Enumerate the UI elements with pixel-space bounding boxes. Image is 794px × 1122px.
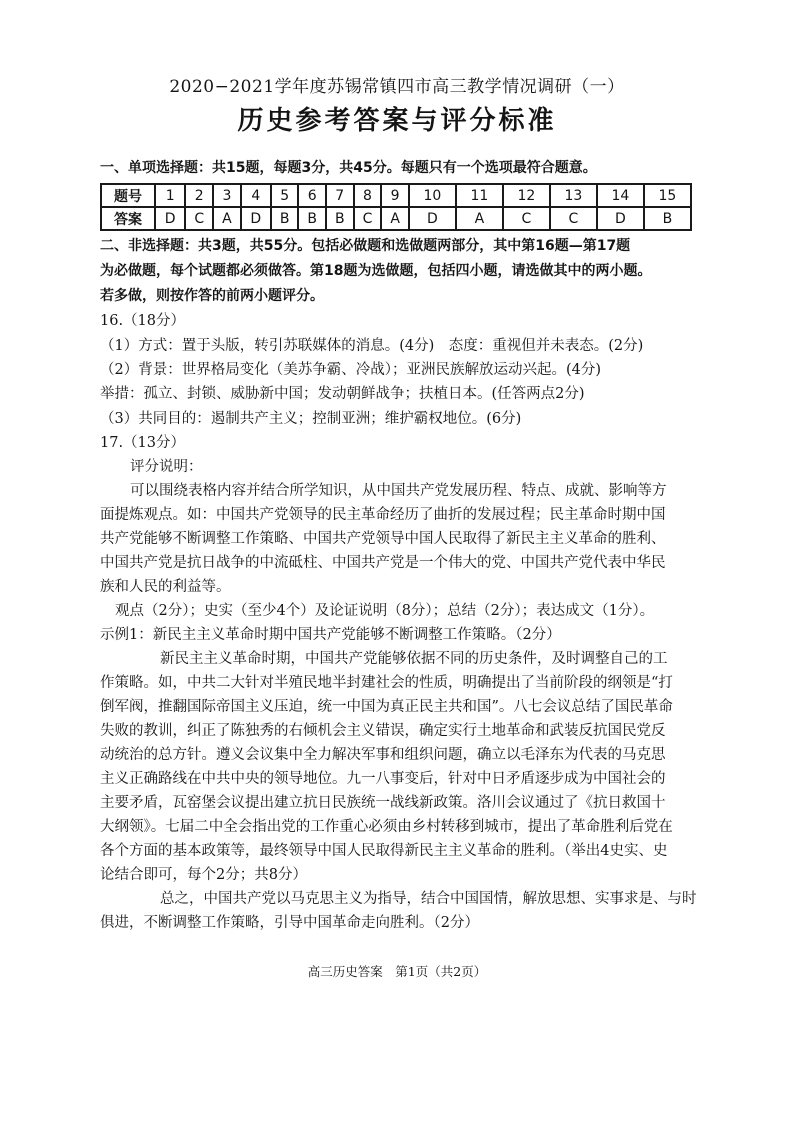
answer-cell: C [503, 207, 550, 230]
answer-text-line: （1）方式：置于头版，转引苏联媒体的消息。(4分) 态度：重视但并未表态。(2分) [100, 338, 644, 354]
answer-table [100, 183, 692, 231]
answer-cell: D [241, 207, 271, 230]
part2-heading: 为必做题，每个试题都必须做答。第18题为选做题，包括四小题，请选做其中的两小题。 [100, 263, 652, 279]
question-number: 12 [503, 184, 550, 207]
page-footer: 高三历史答案 第1页（共2页） [307, 964, 487, 979]
answer-text-line: （2）背景：世界格局变化（美苏争霸、冷战）；亚洲民族解放运动兴起。(4分) [100, 362, 602, 378]
question-number: 13 [550, 184, 597, 207]
part1-heading: 一、单项选择题：共15题，每题3分，共45分。每题只有一个选项最符合题意。 [100, 160, 597, 176]
answer-text-line: 中国共产党是抗日战争的中流砥柱、中国共产党是一个伟大的党、中国共产党代表中华民 [100, 555, 666, 571]
answer-text-line: 作策略。如，中共二大针对半殖民地半封建社会的性质，明确提出了当前阶段的纲领是“打 [100, 675, 673, 691]
question-number: 1 [155, 184, 185, 207]
question-number: 8 [354, 184, 382, 207]
answer-cell: A [381, 207, 408, 230]
answer-cell: C [185, 207, 213, 230]
answer-text-line: 主义正确路线在中共中央的领导地位。九一八事变后，针对中日矛盾逐步成为中国社会的 [100, 771, 666, 787]
document-title: 历史参考答案与评分标准 [237, 106, 557, 136]
question-number: 15 [644, 184, 691, 207]
row-label-question: 题号 [101, 184, 155, 207]
answer-cell: B [271, 207, 299, 230]
answer-cell: B [644, 207, 691, 230]
answer-text-line: 大纲领》。七届二中全会指出党的工作重心必须由乡村转移到城市，提出了革命胜利后党在 [100, 819, 673, 835]
question-number: 9 [381, 184, 408, 207]
question-16-number: 16.（18分） [100, 313, 186, 329]
answer-cell: D [155, 207, 185, 230]
answer-text-line: 俱进，不断调整工作策略，引导中国革命走向胜利。（2分） [100, 915, 479, 931]
question-17-number: 17.（13分） [100, 435, 186, 451]
question-number: 7 [326, 184, 354, 207]
answer-text-line: 失败的教训，纠正了陈独秀的右倾机会主义错误，确定实行土地革命和武装反抗国民党反 [100, 723, 666, 739]
part2-heading: 二、非选择题：共3题，共55分。包括必做题和选做题两部分，其中第16题—第17题 [100, 238, 631, 254]
answer-text-line: 可以围绕表格内容并结合所学知识，从中国共产党发展历程、特点、成就、影响等方 [130, 483, 667, 499]
row-label-answer: 答案 [101, 207, 155, 230]
scoring-note-heading: 评分说明： [130, 459, 203, 475]
answer-text-line: 共产党能够不断调整工作策略、中国共产党领导中国人民取得了新民主主义革命的胜利、 [100, 531, 666, 547]
table-row-questions [101, 184, 691, 207]
question-number: 14 [597, 184, 644, 207]
answer-cell: C [354, 207, 382, 230]
answer-text-line: （3）共同目的：遏制共产主义；控制亚洲；维护霸权地位。(6分) [100, 411, 522, 427]
question-number: 10 [409, 184, 456, 207]
answer-text-line: 各个方面的基本政策等，最终领导中国人民取得新民主主义革命的胜利。（举出4史实、史 [100, 843, 668, 859]
answer-text-line: 论结合即可，每个2分；共8分） [100, 867, 307, 883]
answer-text-line: 面提炼观点。如：中国共产党领导的民主革命经历了曲折的发展过程；民主革命时期中国 [100, 507, 666, 523]
answer-cell: B [298, 207, 326, 230]
answer-cell: B [326, 207, 354, 230]
answer-text-line: 新民主主义革命时期，中国共产党能够依据不同的历史条件，及时调整自己的工 [160, 651, 668, 667]
table-row-answers [101, 207, 691, 230]
answer-cell: D [597, 207, 644, 230]
question-number: 2 [185, 184, 213, 207]
answer-cell: A [456, 207, 503, 230]
answer-cell: C [550, 207, 597, 230]
question-number: 6 [298, 184, 326, 207]
answer-text-line: 族和人民的利益等。 [100, 579, 231, 595]
answer-text-line: 主要矛盾，瓦窑堡会议提出建立抗日民族统一战线新政策。洛川会议通过了《抗日救国十 [100, 795, 666, 811]
answer-cell: A [213, 207, 240, 230]
answer-text-line: 举措：孤立、封锁、威胁新中国；发动朝鲜战争；扶植日本。(任答两点2分) [100, 386, 585, 402]
example-heading: 示例1：新民主主义革命时期中国共产党能够不断调整工作策略。（2分） [100, 627, 561, 643]
part2-heading: 若多做，则按作答的前两小题评分。 [100, 288, 324, 304]
answer-cell: D [409, 207, 456, 230]
answer-text-line: 倒军阀，推翻国际帝国主义压迫，统一中国为真正民主共和国”。八七会议总结了国民革命 [100, 699, 673, 715]
question-number: 5 [271, 184, 299, 207]
question-number: 4 [241, 184, 271, 207]
question-number: 3 [213, 184, 240, 207]
answer-text-line: 动统治的总方针。遵义会议集中全力解决军事和组织问题，确立以毛泽东为代表的马克思 [100, 747, 666, 763]
answer-text-line: 总之，中国共产党以马克思主义为指导，结合中国国情，解放思想、实事求是、与时 [160, 891, 697, 907]
exam-title: 2020−2021学年度苏锡常镇四市高三教学情况调研（一） [169, 77, 625, 97]
scoring-rubric-line: 观点（2分）；史实（至少4个）及论证说明（8分）；总结（2分）；表达成文（1分）。 [115, 603, 655, 619]
question-number: 11 [456, 184, 503, 207]
